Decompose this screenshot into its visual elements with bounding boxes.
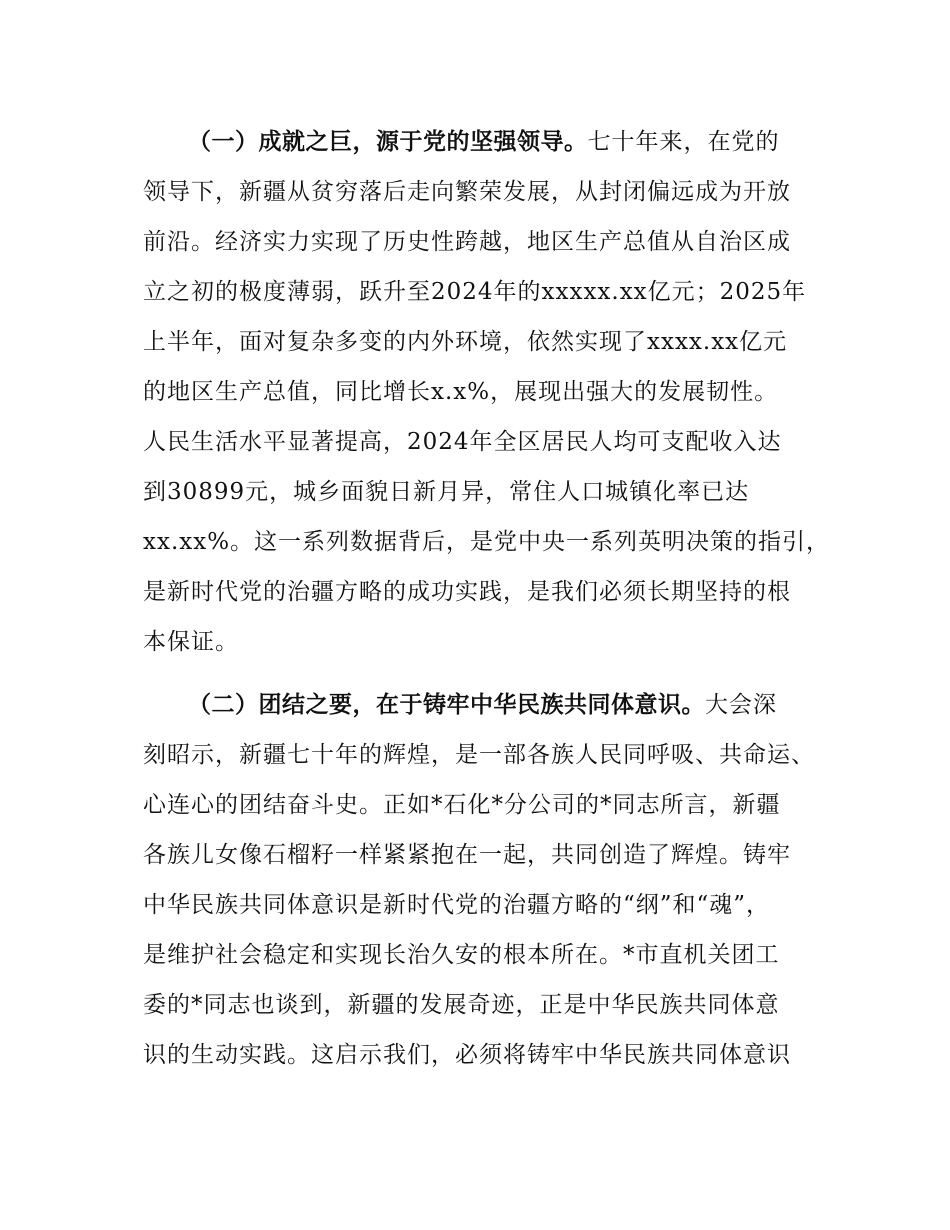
section-heading: （二）团结之要，在于铸牢中华民族共同体意识。 — [188, 692, 705, 718]
paragraph-line: 心连心的团结奋斗史。正如*石化*分公司的*同志所言，新疆 — [143, 792, 781, 818]
paragraph-line: 委的*同志也谈到，新疆的发展奇迹，正是中华民族共同体意 — [143, 992, 780, 1018]
paragraph-line: 识的生动实践。这启示我们，必须将铸牢中华民族共同体意识 — [143, 1042, 791, 1068]
paragraph-line: 到30899元，城乡面貌日新月异，常住人口城镇化率已达 — [143, 479, 750, 505]
paragraph-line: 前沿。经济实力实现了历史性跨越，地区生产总值从自治区成 — [143, 229, 791, 255]
paragraph-line: 各族儿女像石榴籽一样紧紧抱在一起，共同创造了辉煌。铸牢 — [143, 842, 791, 868]
paragraph-line: 人民生活水平显著提高，2024年全区居民人均可支配收入达 — [143, 429, 782, 455]
paragraph-line — [188, 127, 780, 157]
paragraph-line: 上半年，面对复杂多变的内外环境，依然实现了xxxx.xx亿元 — [143, 329, 788, 355]
paragraph-line — [188, 690, 777, 720]
paragraph-line: 中华民族共同体意识是新时代党的治疆方略的“纲”和“魂”， — [143, 892, 771, 918]
paragraph-line: 立之初的极度薄弱，跃升至2024年的xxxxx.xx亿元；2025年 — [143, 279, 807, 305]
paragraph-line: 是维护社会稳定和实现长治久安的根本所在。*市直机关团工 — [143, 942, 780, 968]
paragraph-line: 的地区生产总值，同比增长x.x%，展现出强大的发展韧性。 — [143, 379, 779, 405]
paragraph-text: 大会深 — [705, 692, 777, 718]
paragraph-line: 领导下，新疆从贫穷落后走向繁荣发展，从封闭偏远成为开放 — [143, 179, 791, 205]
section-heading: （一）成就之巨，源于党的坚强领导。 — [188, 129, 588, 155]
paragraph-text: 七十年来，在党的 — [587, 129, 780, 155]
paragraph-line: 是新时代党的治疆方略的成功实践，是我们必须长期坚持的根 — [143, 579, 791, 605]
paragraph-line: 本保证。 — [143, 629, 239, 655]
paragraph-line: 刻昭示，新疆七十年的辉煌，是一部各族人民同呼吸、共命运、 — [143, 742, 815, 768]
paragraph-line: xx.xx%。这一系列数据背后，是党中央一系列英明决策的指引， — [143, 529, 831, 555]
